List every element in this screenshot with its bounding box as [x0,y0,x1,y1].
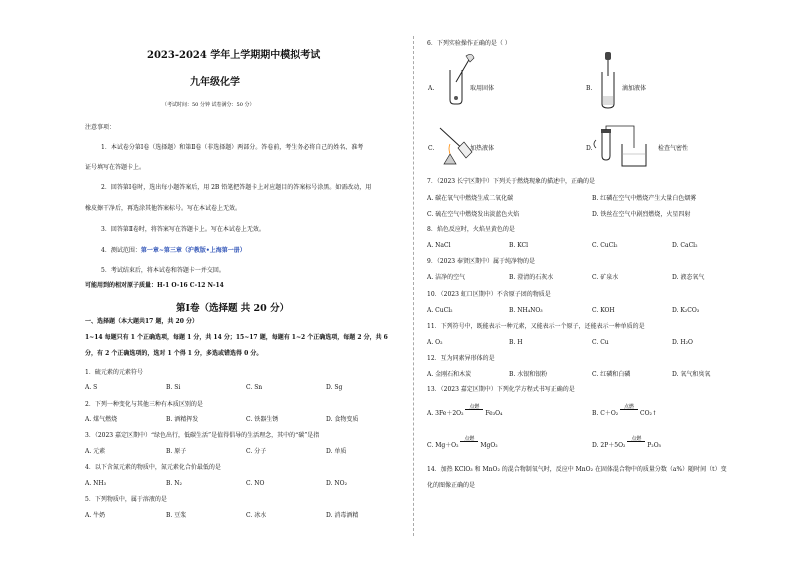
q11-opt-a: A. O₂ [427,339,443,346]
q8-stem: 8．焰色反应时，火焰呈黄色的是 [427,226,515,233]
note-5: 5．考试结束后，将本试卷和答题卡一并交回。 [101,267,225,274]
q4-stem: 4．以下含氮元素的物质中，氮元素化合价最低的是 [85,464,221,471]
q3-opt-c: C. 分子 [246,448,267,455]
q2-opt-d: D. 食物变质 [326,416,359,423]
q13-b-cond: 点燃 [624,404,635,410]
q6-fig-b [596,50,626,110]
q5-opt-b: B. 豆浆 [166,512,187,519]
q1-stem: 1．硫元素的元素符号 [85,369,143,376]
q9-opt-b: B. 澄清的石灰水 [509,274,554,281]
q11-opt-d: D. H₂O [672,339,693,346]
q13-opt-b [592,404,657,418]
note-4-prefix: 4．测试范围： [101,247,141,254]
q2-opt-c: C. 铁器生锈 [246,416,279,423]
q6-letter-d: D. [586,145,593,152]
q9-opt-d: D. 液态氧气 [672,274,705,281]
q13-a-reactants: A. 3Fe＋2O₂ [427,410,464,417]
q10-opt-c: C. KOH [592,307,615,314]
q6-letter-a: A. [428,85,435,92]
column-divider [413,36,414,536]
q4-opt-c: C. NO [246,480,265,487]
q4-opt-a: A. NH₃ [85,480,107,487]
q13-d-arrow [627,436,645,450]
q9-opt-c: C. 矿泉水 [592,274,619,281]
q12-opt-c: C. 红磷和白磷 [592,371,631,378]
q9-opt-a: A. 洁净的空气 [427,274,466,281]
exam-title: 2023-2024 学年上学期期中模拟考试 [147,50,321,61]
q13-c-products: MgO₂ [480,442,498,449]
q14-line2: 化的图像正确的是 [427,482,476,489]
q1-opt-c: C. Sn [246,384,263,391]
q13-a-arrow [465,404,483,418]
q11-opt-c: C. Cu [592,339,609,346]
q9-stem: 9．（2023 奉贤区期中）属于纯净物的是 [427,258,535,265]
q4-opt-d: D. NO₂ [326,480,347,487]
q7-opt-c: C. 硫在空气中燃烧发出淡蓝色火焰 [427,211,520,218]
q13-c-arrow [460,436,478,450]
q13-c-cond: 点燃 [464,436,475,442]
section-desc-b: 分，有 2 个正确选项的，选对 1 个得 1 分，多选或错选得 0 分。 [85,350,263,357]
q13-b-arrow [620,404,638,418]
q13-b-reactants: B. C＋O₂ [592,410,619,417]
q6-label-c: 加热液体 [470,145,495,152]
q8-opt-b: B. KCl [509,242,529,249]
q12-stem: 12．互为同素异形体的是 [427,355,495,362]
q1-opt-a: A. S [85,384,98,391]
section-heading: 一、选择题（本大题共17 题，共 20 分） [85,318,198,325]
q5-stem: 5．下列物质中，属于溶液的是 [85,496,167,503]
q1-opt-b: B. Si [166,384,181,391]
q8-opt-d: D. CaCl₂ [672,242,698,249]
q7-opt-b: B. 红磷在空气中燃烧产生大量白色烟雾 [592,195,697,202]
q5-opt-c: C. 冰水 [246,512,267,519]
notes-heading: 注意事项： [85,124,116,131]
q13-opt-c [427,436,498,450]
q10-stem: 10．（2023 虹口区期中）不含原子团的物质是 [427,291,551,298]
q13-d-reactants: D. 2P＋5O₂ [592,442,626,449]
q11-opt-b: B. H [509,339,523,346]
q7-opt-a: A. 碳在氧气中燃烧生成二氧化碳 [427,195,514,202]
note-4-range: 第一章~第三章（沪教版•上海第一册） [140,247,246,254]
note-2b: 橡皮擦干净后，再选涂其他答案标号。写在本试卷上无效。 [85,205,242,212]
q6-label-a: 取用固体 [470,85,495,92]
q11-stem: 11．下列符号中，既能表示一种元素，又能表示一个原子，还能表示一种单质的是 [427,323,645,330]
q2-opt-a: A. 煤气燃烧 [85,416,118,423]
section-desc-a: 1~14 每题只有 1 个正确选项，每题 1 分，共 14 分；15~17 题，每题有 1~2 个正确选项，每题 2 分，共 6 [85,334,388,341]
q5-opt-a: A. 牛奶 [85,512,106,519]
q2-stem: 2．下列一种变化与其他三种有本质区别的是 [85,401,203,408]
note-2a: 2．回答第Ⅰ卷时，选出每小题答案后，用 2B 铅笔把答题卡上对应题目的答案标号涂黑。如需改动，用 [101,184,372,191]
q12-opt-a: A. 金刚石和木炭 [427,371,472,378]
q13-stem: 13．（2023 嘉定区期中）下列化学方程式书写正确的是 [427,386,575,393]
q6-letter-b: B. [586,85,593,92]
q3-opt-b: B. 原子 [166,448,187,455]
q14-line1: 14．加热 KClO₃ 和 MnO₂ 的混合物制氧气时，反应中 MnO₂ 在固体混合物中的质量分数（a%）随时间（t）变 [427,466,727,473]
q13-opt-a [427,404,503,418]
q6-stem: 6．下列实验操作正确的是（ ） [427,40,511,47]
q6-label-d: 检查气密性 [658,145,689,152]
q13-c-reactants: C. Mg＋O₂ [427,442,459,449]
q12-opt-b: B. 水银和银粉 [509,371,548,378]
q7-stem: 7．（2023 长宁区期中）下列关于燃烧现象的描述中，正确的是 [427,178,595,185]
q3-opt-a: A. 元素 [85,448,106,455]
q13-d-cond: 点燃 [631,436,642,442]
q13-d-products: P₂O₅ [647,442,662,449]
q12-opt-d: D. 氧气和臭氧 [672,371,711,378]
q2-opt-b: B. 酒精挥发 [166,416,199,423]
exam-info: （考试时间：50 分钟 试卷满分：50 分） [162,102,255,108]
note-4 [101,247,246,255]
q13-b-products: CO₂↑ [639,410,657,417]
note-1a: 1．本试卷分第Ⅰ卷（选择题）和第Ⅱ卷（非选择题）两部分。答卷前，考生务必将自己的姓名、准考 [101,144,364,151]
q6-fig-d [594,126,652,170]
q6-label-b: 滴加液体 [622,85,647,92]
q7-opt-d: D. 铁丝在空气中剧烈燃烧，火星四射 [592,211,691,218]
q6-fig-a [436,52,476,104]
q1-opt-d: D. Sg [326,384,343,391]
q8-opt-a: A. NaCl [427,242,451,249]
subject-title: 九年级化学 [190,77,240,88]
q13-a-products: Fe₃O₄ [485,410,503,417]
q8-opt-c: C. CuCl₂ [592,242,618,249]
section-title: 第Ⅰ卷（选择题 共 20 分） [176,303,290,314]
q3-opt-d: D. 单质 [326,448,347,455]
q10-opt-d: D. K₂CO₃ [672,307,700,314]
q5-opt-d: D. 消毒酒精 [326,512,359,519]
q6-letter-c: C. [428,145,435,152]
q10-opt-b: B. NH₄NO₃ [509,307,543,314]
note-1b: 证号填写在答题卡上。 [85,164,146,171]
q13-a-cond: 点燃 [469,404,480,410]
q13-opt-d [592,436,662,450]
q10-opt-a: A. CuCl₂ [427,307,453,314]
q3-stem: 3．（2023 嘉定区期中）“绿色出行，低碳生活”是值得倡导的生活理念，其中的“碳”是指 [85,432,320,439]
atomic-masses: 可能用到的相对原子质量：H-1 O-16 C-12 N-14 [85,282,224,289]
q4-opt-b: B. N₂ [166,480,182,487]
note-3: 3．回答第Ⅱ卷时，将答案写在答题卡上。写在本试卷上无效。 [101,226,265,233]
